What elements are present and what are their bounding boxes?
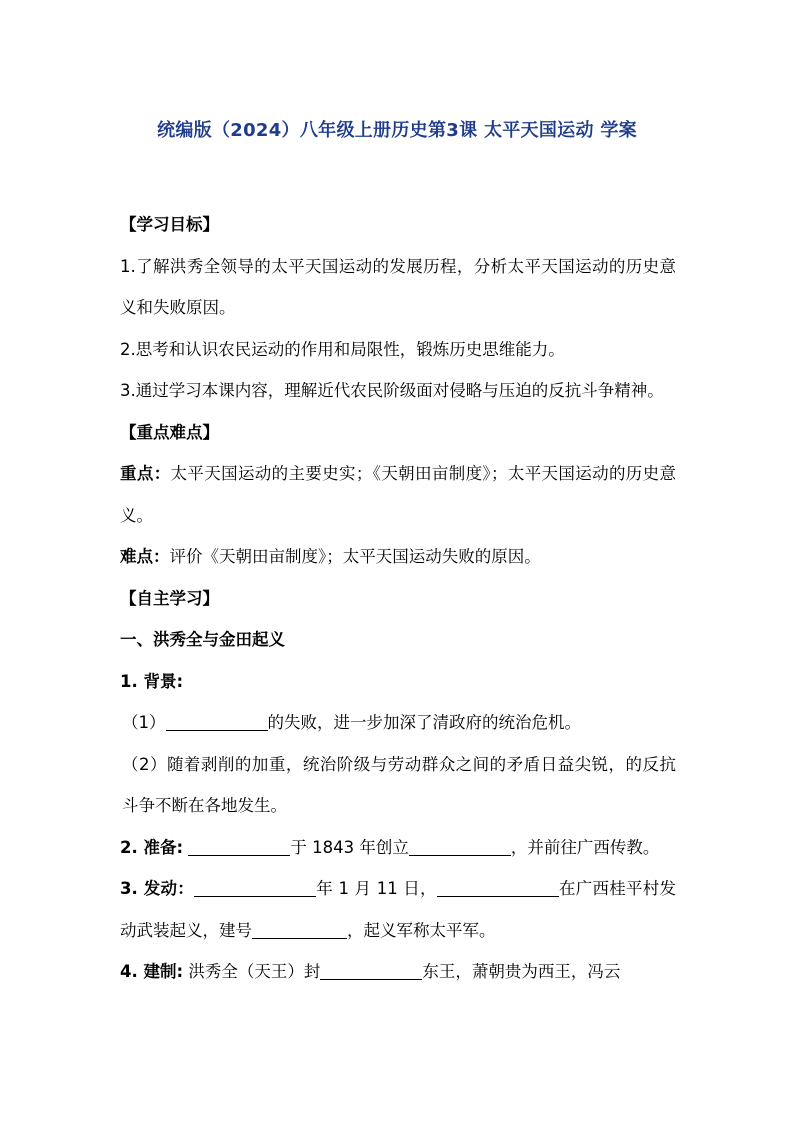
launch-label: 3. 发动： [120, 879, 194, 898]
key-point-paragraph [120, 453, 676, 536]
section-heading-objectives: 【学习目标】 [120, 215, 219, 234]
prep-end: ，并前往广西传教。 [510, 837, 660, 857]
fill-blank[interactable] [252, 918, 347, 939]
background-item-1 [120, 702, 676, 744]
prep-mid: 于 1843 年创立 [290, 837, 409, 857]
build-label: 4. 建制: [120, 962, 184, 981]
launch-end: 在广西桂平村发动武装起义，建号 [120, 879, 676, 940]
launch-mid: 年 1 月 11 日， [316, 879, 437, 898]
key-text: 太平天国运动的主要史实；《天朝田亩制度》；太平天国运动的历史意义。 [120, 464, 677, 525]
prep-label: 2. 准备: [120, 837, 184, 857]
launch-paragraph [120, 868, 676, 951]
fill-blank[interactable] [194, 876, 316, 897]
build-end: 东王，萧朝贵为西王，冯云 [422, 962, 621, 981]
fill-blank[interactable] [409, 835, 511, 856]
organization-paragraph [120, 951, 676, 993]
part1-heading: 一、洪秀全与金田起义 [120, 630, 285, 649]
bg1-prefix: （1） [122, 713, 166, 732]
page-title: 统编版（2024）八年级上册历史第3课 太平天国运动 学案 [157, 120, 637, 141]
fill-blank[interactable] [437, 876, 559, 897]
objective-item-2: 2.思考和认识农民运动的作用和局限性，锻炼历史思维能力。 [120, 339, 565, 359]
difficult-point-paragraph [120, 536, 676, 578]
section-heading-keypoints: 【重点难点】 [120, 422, 219, 442]
fill-blank[interactable] [166, 710, 268, 731]
document-body [120, 204, 676, 993]
difficult-label: 难点： [120, 547, 170, 566]
difficult-text: 评价《天朝田亩制度》；太平天国运动失败的原因。 [169, 547, 541, 566]
build-text: 洪秀全（天王）封 [188, 962, 321, 981]
bg1-suffix: 的失败，进一步加深了清政府的统治危机。 [267, 713, 581, 732]
objective-item-1: 1.了解洪秀全领导的太平天国运动的发展历程，分析太平天国运动的历史意义和失败原因。 [120, 256, 676, 317]
section-heading-self-study: 【自主学习】 [120, 588, 219, 608]
objective-item-3: 3.通过学习本课内容，理解近代农民阶级面对侵略与压迫的反抗斗争精神。 [120, 381, 664, 400]
background-label: 1. 背景: [120, 671, 184, 691]
launch-tail: ，起义军称太平军。 [347, 920, 496, 940]
background-item-2: （2）随着剥削的加重，统治阶级与劳动群众之间的矛盾日益尖锐，的反抗斗争不断在各地发生。 [122, 754, 676, 815]
fill-blank[interactable] [320, 959, 422, 980]
preparation-paragraph [120, 827, 676, 869]
key-label: 重点： [120, 464, 171, 483]
fill-blank[interactable] [188, 835, 290, 856]
